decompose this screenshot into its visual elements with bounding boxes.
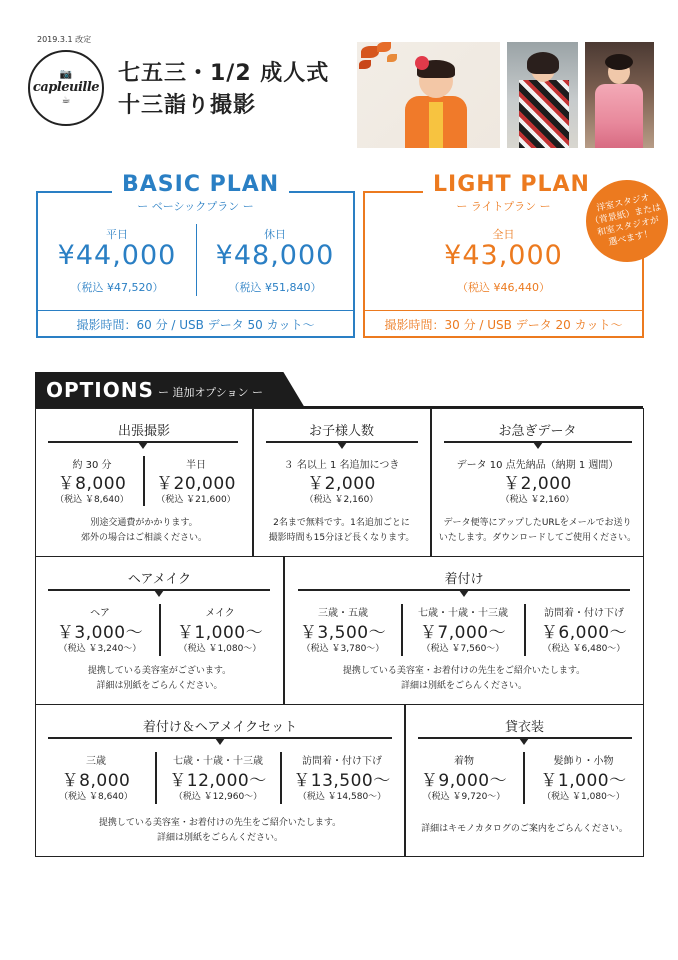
allday-label: 全日 bbox=[492, 228, 515, 241]
makeup-label: メイク bbox=[205, 608, 235, 619]
kitsuke-7-13-label: 七歳・十歳・十三歳 bbox=[418, 608, 508, 619]
rental-title: 貸衣装 bbox=[504, 720, 544, 735]
travel-30min-tax: （税込 ￥8,640） bbox=[55, 495, 129, 505]
rental-kimono-tax: （税込 ￥9,720〜） bbox=[422, 792, 506, 802]
revision-date: 2019.3.1 改定 bbox=[37, 35, 92, 44]
weekday-price: ¥44,000 bbox=[57, 240, 177, 271]
logo-text: capleuille bbox=[32, 80, 100, 95]
hair-price: ￥3,000〜 bbox=[56, 623, 144, 643]
studio-logo bbox=[28, 50, 104, 126]
travel-halfday-label: 半日 bbox=[186, 460, 206, 471]
rental-accessory-label: 髪飾り・小物 bbox=[553, 756, 614, 767]
travel-shoot-title: 出張撮影 bbox=[117, 424, 170, 439]
title-line-2: 十三詣り撮影 bbox=[118, 93, 257, 118]
cup-icon: ☕ bbox=[61, 95, 71, 106]
allday-tax: （税込 ¥46,440） bbox=[457, 281, 550, 294]
set-3-label: 三歳 bbox=[86, 756, 106, 767]
weekday-label: 平日 bbox=[106, 228, 128, 241]
rush-data-price: ￥2,000 bbox=[503, 474, 572, 494]
rental-kimono-price: ￥9,000〜 bbox=[420, 771, 508, 791]
kitsuke-7-13-tax: （税込 ￥7,560〜） bbox=[421, 644, 505, 654]
basic-plan-details: 撮影時間：60 分 / USB データ 50 カット〜 bbox=[36, 310, 355, 338]
kitsuke-houmongi-label: 訪問着・付け下げ bbox=[544, 608, 624, 619]
photo-girl-kimono bbox=[507, 42, 578, 148]
hair-makeup-note: 提携している美容室がございます。 詳細は別紙をごらんください。 bbox=[87, 666, 232, 691]
holiday-label: 休日 bbox=[264, 228, 286, 241]
travel-note: 別途交通費がかかります。 郊外の場合はご相談ください。 bbox=[80, 518, 207, 543]
holiday-price: ¥48,000 bbox=[215, 240, 335, 271]
set-houmongi-tax: （税込 ￥14,580〜） bbox=[297, 792, 387, 802]
travel-30min-label: 約 30 分 bbox=[72, 460, 112, 471]
hair-label: ヘア bbox=[90, 608, 110, 619]
kids-count-label: ３ 名以上 1 名追加につき bbox=[283, 460, 400, 471]
kitsuke-note: 提携している美容室・お着付けの先生をご紹介いたします。 詳細は別紙をごらんください。 bbox=[342, 666, 586, 691]
rental-note: 詳細はキモノカタログのご案内をごらんください。 bbox=[421, 824, 628, 834]
kids-count-tax: （税込 ￥2,160） bbox=[304, 495, 379, 505]
rental-kimono-label: 着物 bbox=[454, 756, 474, 767]
basic-plan-title: BASIC PLAN bbox=[112, 172, 289, 197]
set-7-13-price: ￥12,000〜 bbox=[169, 771, 267, 791]
allday-price: ¥43,000 bbox=[444, 240, 563, 271]
kitsuke-houmongi-price: ￥6,000〜 bbox=[540, 623, 628, 643]
rush-data-note: データ便等にアップしたURLをメールでお送り いたします。ダウンロードしてご使用ください。 bbox=[438, 518, 637, 543]
kids-count-title: お子様人数 bbox=[308, 424, 374, 439]
kids-count-price: ￥2,000 bbox=[307, 474, 376, 494]
set-houmongi-price: ￥13,500〜 bbox=[293, 771, 391, 791]
set-title: 着付け＆ヘアメイクセット bbox=[142, 720, 298, 735]
photo-boy-kimono bbox=[357, 42, 500, 148]
hair-makeup-title: ヘアメイク bbox=[127, 572, 192, 587]
rush-data-label: データ 10 点先納品（納期 1 週間） bbox=[456, 460, 619, 471]
kitsuke-title: 着付け bbox=[444, 572, 484, 587]
camera-icon: 📷 bbox=[59, 69, 73, 80]
photo-girl-pink-kimono bbox=[585, 42, 654, 148]
kitsuke-7-13-price: ￥7,000〜 bbox=[419, 623, 507, 643]
travel-30min-price: ￥8,000 bbox=[57, 474, 127, 494]
holiday-tax: （税込 ¥51,840） bbox=[228, 281, 322, 294]
title-line-1: 七五三・1/2 成人式 bbox=[118, 61, 330, 86]
rush-data-tax: （税込 ￥2,160） bbox=[500, 495, 575, 505]
light-plan-title: LIGHT PLAN bbox=[423, 172, 600, 197]
set-7-13-label: 七歳・十歳・十三歳 bbox=[173, 756, 263, 767]
basic-plan-subtitle: ー ベーシックプラン ー bbox=[137, 200, 254, 213]
light-plan-subtitle: ー ライトプラン ー bbox=[456, 200, 551, 213]
light-plan-details: 撮影時間：30 分 / USB データ 20 カット〜 bbox=[363, 310, 644, 338]
hair-tax: （税込 ￥3,240〜） bbox=[58, 644, 142, 654]
page-title bbox=[118, 58, 329, 122]
options-subtitle: ー 追加オプション ー bbox=[158, 386, 264, 399]
rush-data-title: お急ぎデータ bbox=[498, 424, 577, 439]
rental-accessory-price: ￥1,000〜 bbox=[540, 771, 627, 791]
kitsuke-3-5-price: ￥3,500〜 bbox=[299, 623, 387, 643]
weekday-tax: （税込 ¥47,520） bbox=[70, 281, 164, 294]
options-title: OPTIONS bbox=[46, 378, 154, 402]
kids-count-note: 2名まで無料です。1名追加ごとに 撮影時間も15分ほど長くなります。 bbox=[268, 518, 415, 543]
travel-halfday-price: ￥20,000 bbox=[156, 474, 236, 494]
studio-choice-badge: 洋室スタジオ （背景紙）または 和室スタジオが 選べます！ bbox=[578, 172, 675, 269]
set-houmongi-label: 訪問着・付け下げ bbox=[302, 756, 382, 767]
kitsuke-houmongi-tax: （税込 ￥6,480〜） bbox=[542, 644, 626, 654]
set-3-tax: （税込 ￥8,640） bbox=[59, 792, 133, 802]
makeup-price: ￥1,000〜 bbox=[176, 623, 264, 643]
set-7-13-tax: （税込 ￥12,960〜） bbox=[173, 792, 263, 802]
makeup-tax: （税込 ￥1,080〜） bbox=[178, 644, 262, 654]
kitsuke-3-5-tax: （税込 ￥3,780〜） bbox=[301, 644, 385, 654]
rental-accessory-tax: （税込 ￥1,080〜） bbox=[542, 792, 625, 802]
set-note: 提携している美容室・お着付けの先生をご紹介いたします。 詳細は別紙をごらんください。 bbox=[98, 818, 342, 843]
set-3-price: ￥8,000 bbox=[61, 771, 131, 791]
kitsuke-3-5-label: 三歳・五歳 bbox=[318, 608, 368, 619]
travel-halfday-tax: （税込 ￥21,600） bbox=[156, 495, 236, 505]
